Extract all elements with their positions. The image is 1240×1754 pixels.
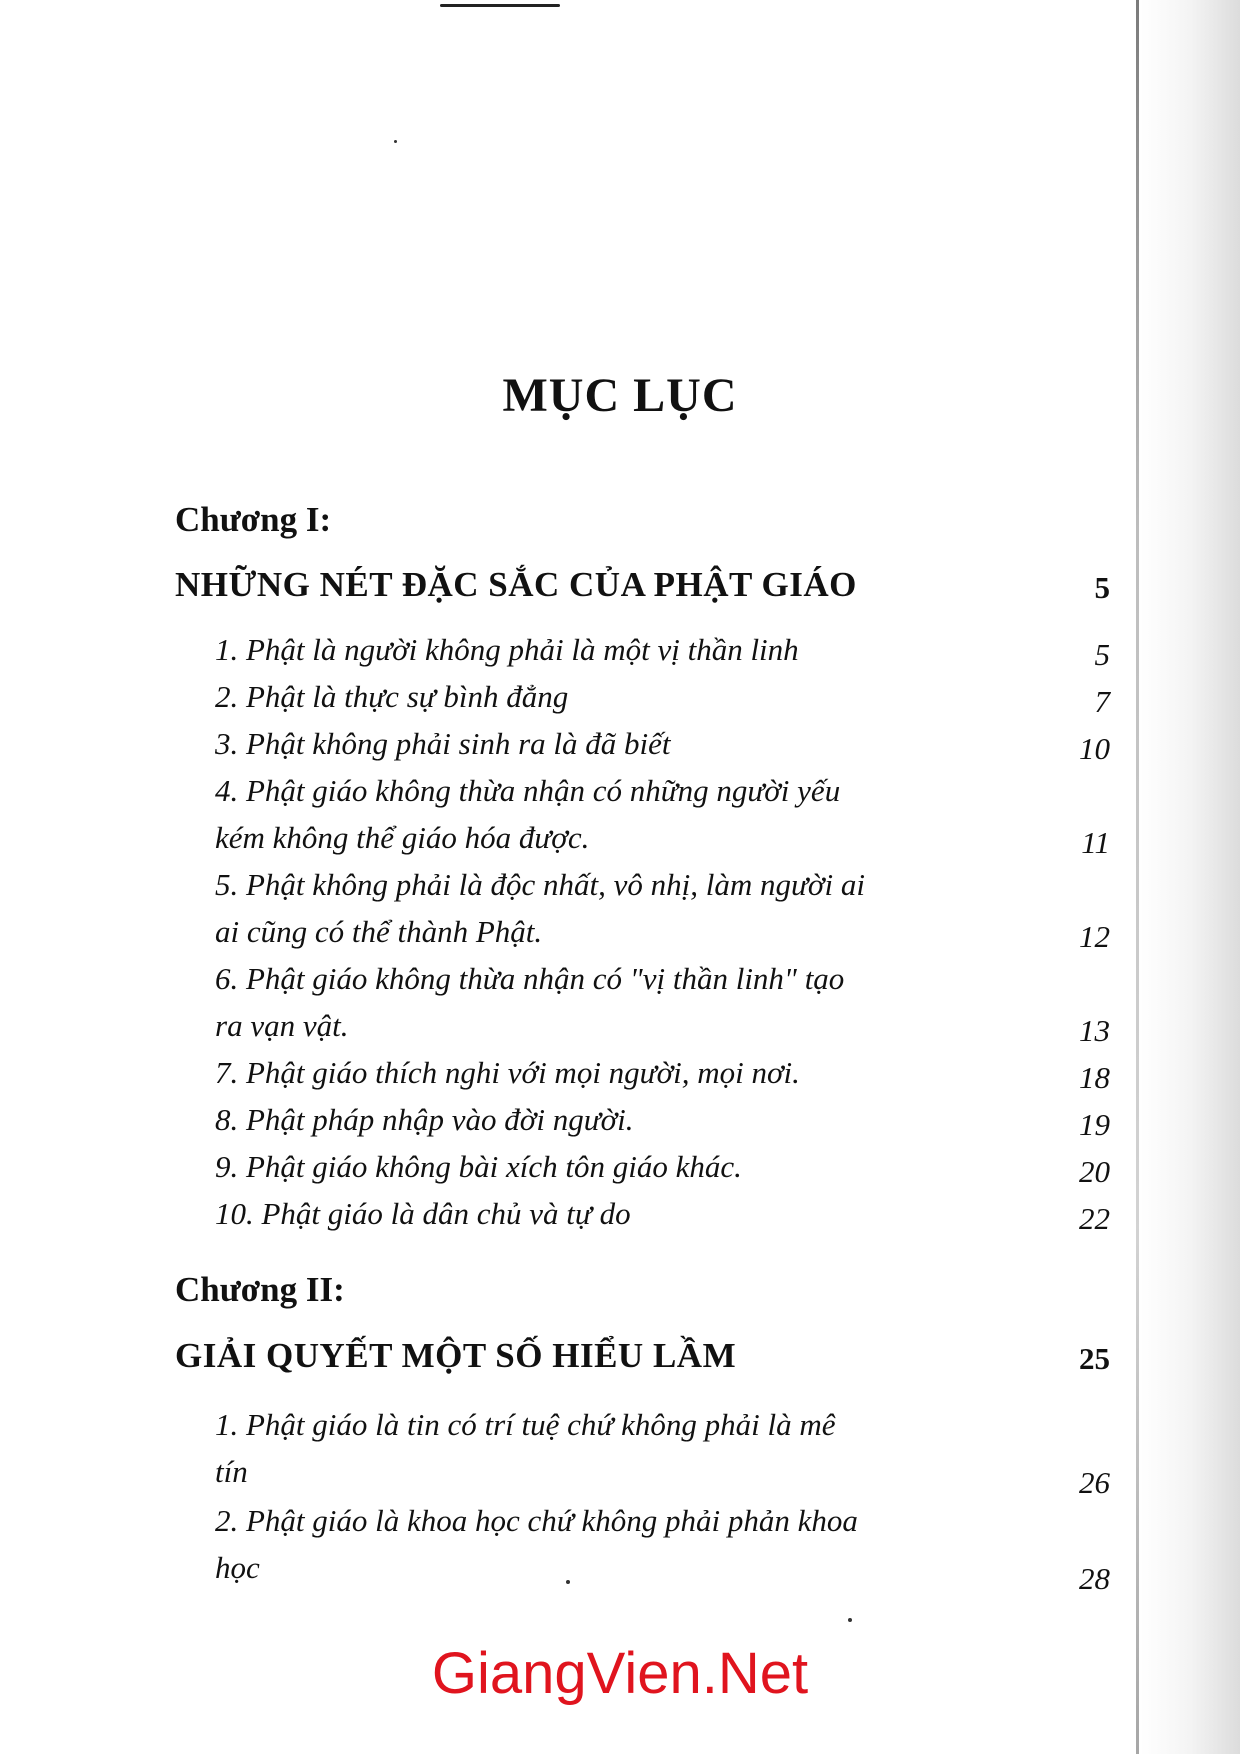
chapter-2-page: 25: [1079, 1341, 1110, 1376]
chapter-2-label: Chương II:: [175, 1270, 345, 1309]
chapter-1-label: Chương I:: [175, 500, 332, 539]
toc-item-2-1-line-1: 1. Phật giáo là tin có trí tuệ chứ không phải là mê: [215, 1407, 836, 1442]
toc-item-2-2-page: 28: [1079, 1561, 1110, 1596]
toc-item-1-9-page: 20: [1079, 1154, 1110, 1189]
toc-item-1-3: 3. Phật không phải sinh ra là đã biết: [215, 726, 671, 761]
watermark-text: GiangVien.Net: [431, 1641, 809, 1706]
toc-item-1-6-line-1: 6. Phật giáo không thừa nhận có "vị thần linh" tạo: [215, 961, 845, 996]
toc-item-1-1: 1. Phật là người không phải là một vị thần linh: [215, 632, 799, 667]
toc-item-1-10: 10. Phật giáo là dân chủ và tự do: [215, 1196, 631, 1231]
toc-item-1-10-page: 22: [1079, 1201, 1110, 1236]
toc-item-2-2-line-2: học: [215, 1550, 260, 1585]
scan-mark: [440, 4, 560, 7]
toc-item-1-7: 7. Phật giáo thích nghi với mọi người, mọi nơi.: [215, 1055, 800, 1090]
chapter-1-title: NHỮNG NÉT ĐẶC SẮC CỦA PHẬT GIÁO: [175, 565, 857, 604]
page-edge: [1136, 0, 1139, 1754]
toc-item-1-5-page: 12: [1079, 919, 1110, 954]
toc-item-2-1-page: 26: [1079, 1465, 1110, 1500]
toc-item-2-2-line-1: 2. Phật giáo là khoa học chứ không phải phản khoa: [215, 1503, 858, 1538]
scan-speck: [394, 140, 397, 143]
toc-item-1-3-page: 10: [1079, 731, 1110, 766]
scan-speck: [848, 1618, 852, 1622]
chapter-1-page: 5: [1094, 570, 1110, 605]
toc-item-1-8: 8. Phật pháp nhập vào đời người.: [215, 1102, 634, 1137]
toc-item-1-8-page: 19: [1079, 1107, 1110, 1142]
scan-speck: [566, 1580, 570, 1584]
page-title: MỤC LỤC: [502, 369, 738, 422]
toc-item-1-4-page: 11: [1081, 825, 1110, 860]
toc-item-1-2: 2. Phật là thực sự bình đẳng: [215, 679, 569, 714]
toc-item-1-4-line-1: 4. Phật giáo không thừa nhận có những người yếu: [215, 773, 841, 808]
toc-item-1-7-page: 18: [1079, 1060, 1110, 1095]
toc-item-1-1-page: 5: [1094, 637, 1110, 672]
toc-item-1-6-line-2: ra vạn vật.: [215, 1008, 349, 1043]
chapter-2-title: GIẢI QUYẾT MỘT SỐ HIỂU LẦM: [175, 1336, 737, 1375]
toc-item-1-9: 9. Phật giáo không bài xích tôn giáo khác.: [215, 1149, 742, 1184]
toc-item-1-4-line-2: kém không thể giáo hóa được.: [215, 820, 590, 855]
toc-item-1-6-page: 13: [1079, 1013, 1110, 1048]
toc-item-2-1-line-2: tín: [215, 1454, 248, 1489]
toc-item-1-2-page: 7: [1094, 684, 1110, 719]
toc-item-1-5-line-2: ai cũng có thể thành Phật.: [215, 914, 543, 949]
toc-item-1-5-line-1: 5. Phật không phải là độc nhất, vô nhị, làm người ai: [215, 867, 865, 902]
